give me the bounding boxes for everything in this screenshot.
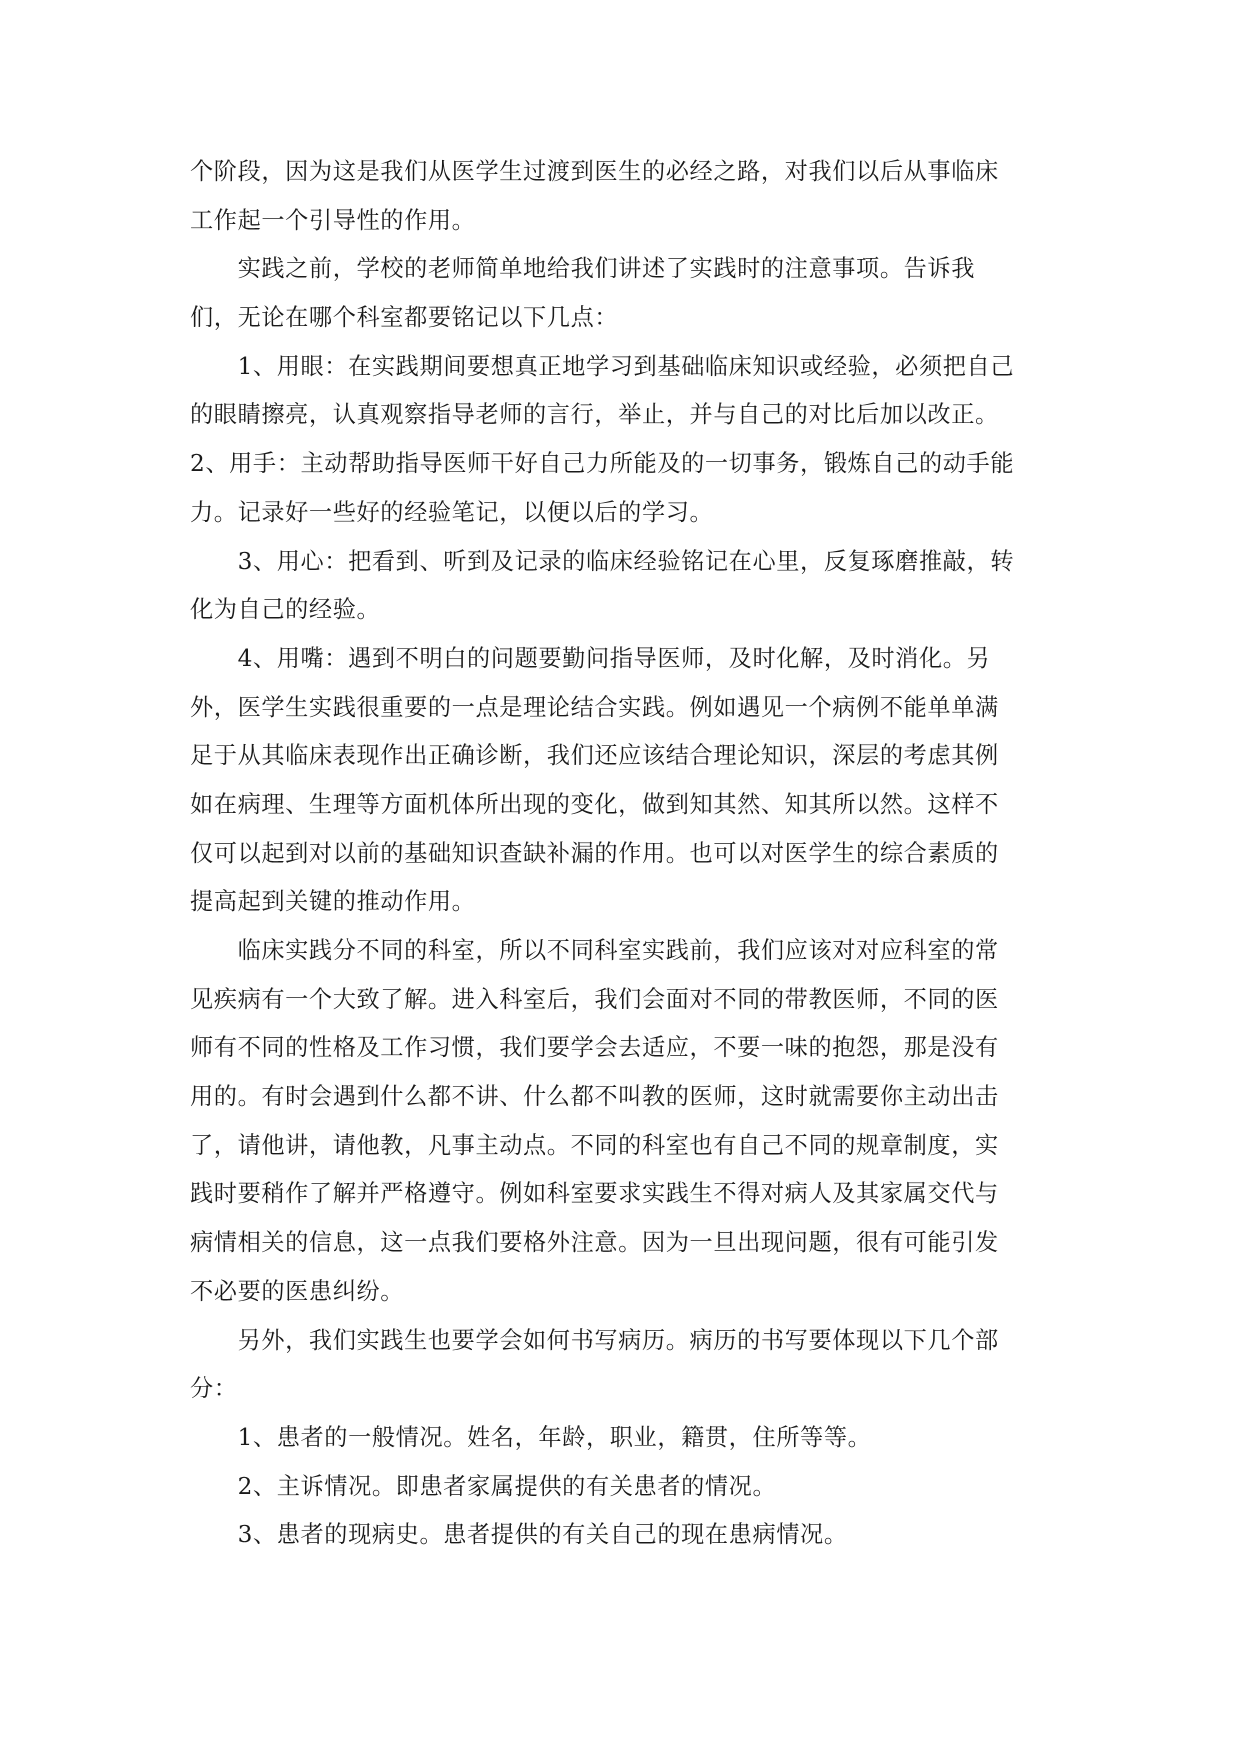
text-line: 师有不同的性格及工作习惯，我们要学会去适应，不要一味的抱怨，那是没有: [190, 1034, 999, 1062]
text-line: 外，医学生实践很重要的一点是理论结合实践。例如遇见一个病例不能单单满: [190, 693, 999, 721]
text-line: 用的。有时会遇到什么都不讲、什么都不叫教的医师，这时就需要你主动出击: [190, 1083, 999, 1111]
text-line: 2、主诉情况。即患者家属提供的有关患者的情况。: [190, 1472, 777, 1500]
text-line: 提高起到关键的推动作用。: [190, 888, 476, 916]
text-line: 3、患者的现病史。患者提供的有关自己的现在患病情况。: [190, 1521, 848, 1549]
text-line: 不必要的医患纠纷。: [190, 1277, 405, 1305]
text-line: 了，请他讲，请他教，凡事主动点。不同的科室也有自己不同的规章制度，实: [190, 1131, 999, 1159]
text-line: 力。记录好一些好的经验笔记，以便以后的学习。: [190, 498, 714, 526]
text-line: 3、用心：把看到、听到及记录的临床经验铭记在心里，反复琢磨推敲，转: [190, 547, 1015, 575]
text-line: 仅可以起到对以前的基础知识查缺补漏的作用。也可以对医学生的综合素质的: [190, 839, 999, 867]
text-line: 个阶段，因为这是我们从医学生过渡到医生的必经之路，对我们以后从事临床: [190, 158, 999, 185]
text-line: 们，无论在哪个科室都要铭记以下几点：: [190, 304, 619, 332]
text-line: 工作起一个引导性的作用。: [190, 206, 476, 234]
text-line: 临床实践分不同的科室，所以不同科室实践前，我们应该对对应科室的常: [190, 937, 999, 964]
text-line: 如在病理、生理等方面机体所出现的变化，做到知其然、知其所以然。这样不: [190, 790, 999, 818]
text-line: 4、用嘴：遇到不明白的问题要勤问指导医师，及时化解，及时消化。另: [190, 644, 991, 672]
text-line: 的眼睛擦亮，认真观察指导老师的言行，举止，并与自己的对比后加以改正。: [190, 401, 999, 429]
text-line: 1、用眼：在实践期间要想真正地学习到基础临床知识或经验，必须把自己: [190, 352, 1015, 380]
text-line: 足于从其临床表现作出正确诊断，我们还应该结合理论知识，深层的考虑其例: [190, 742, 999, 770]
text-line: 1、患者的一般情况。姓名，年龄，职业，籍贯，住所等等。: [190, 1423, 872, 1451]
text-line: 2、用手：主动帮助指导医师干好自己力所能及的一切事务，锻炼自己的动手能: [190, 450, 1015, 478]
text-line: 见疾病有一个大致了解。进入科室后，我们会面对不同的带教医师，不同的医: [190, 985, 999, 1013]
text-line: 另外，我们实践生也要学会如何书写病历。病历的书写要体现以下几个部: [190, 1326, 999, 1354]
text-line: 病情相关的信息，这一点我们要格外注意。因为一旦出现问题，很有可能引发: [190, 1229, 999, 1257]
text-line: 践时要稍作了解并严格遵守。例如科室要求实践生不得对病人及其家属交代与: [190, 1180, 999, 1208]
text-line: 分：: [190, 1375, 238, 1403]
text-line: 化为自己的经验。: [190, 596, 381, 624]
document-body: [190, 148, 1055, 1560]
text-line: 实践之前，学校的老师简单地给我们讲述了实践时的注意事项。告诉我: [190, 255, 975, 283]
